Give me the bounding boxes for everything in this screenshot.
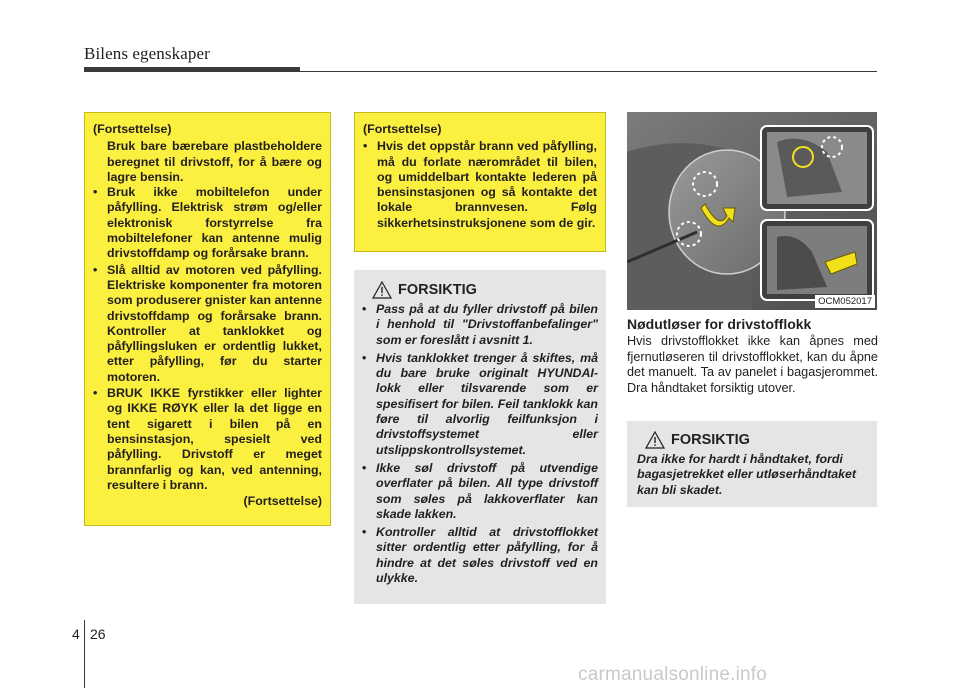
warning-box-heading: (Fortsettelse): [93, 122, 172, 136]
warning-triangle-icon: [645, 431, 665, 449]
warning-box-heading: (Fortsettelse): [363, 122, 442, 136]
caution-text: Dra ikke for hardt i håndtaket, fordi bagasjetrekket eller utløserhåndtaket kan bli skadet.: [637, 452, 856, 497]
warning-intro-text: Bruk bare bærebare plastbeholdere beregnet til drivstoff, for å bære og lagre bensin.: [107, 139, 322, 184]
section-title: Nødutløser for drivstofflokk: [627, 316, 812, 332]
warning-list-item: • Bruk ikke mobiltelefon under påfylling. Elektrisk strøm og/eller elektronisk forstyrrelse fra mobiltelefoner kan antenne mulig drivstoffdamp og forårsake brann.: [93, 185, 322, 261]
footer-divider: [84, 620, 85, 688]
caution-list-item: • Hvis tanklokket trenger å skiftes, må du bare bruke originalt HYUNDAI-lokk eller tilsvarende som er spesifisert for bilen. Feil tanklokk kan føre til alvorlig feilfunksjon i drivstoffsystemet eller utslippskontrollsystemet.: [362, 350, 598, 457]
caution-header: [372, 281, 598, 299]
page-number: 26: [90, 626, 106, 642]
fuel-release-illustration: [627, 112, 877, 310]
caution-box-handle: [627, 421, 877, 507]
fuel-release-photo: [627, 112, 877, 310]
warning-box-fire: [354, 112, 606, 252]
warning-list-item: • BRUK IKKE fyrstikker eller lighter og IKKE RØYK eller la det ligge en tent sigarett i bilen på en bensinstasjon, spesielt ved påfylling. Drivstoff er meget brannfarlig og kan, ved antenning, resultere i brann.: [93, 386, 322, 492]
chapter-number: 4: [72, 626, 80, 642]
header-rule-thin: [84, 71, 877, 72]
caution-title: FORSIKTIG: [398, 282, 477, 298]
caution-box-fuel: [354, 270, 606, 604]
watermark-text: carmanualsonline.info: [578, 664, 768, 685]
warning-list-item: • Hvis det oppstår brann ved påfylling, må du forlate nærområdet til bilen, og umiddelbart kontakte lederen på bensinstasjonen og så kontakte det lokale brannvesen. Følg sikkerhetsinstruksjonene som de gir.: [363, 139, 597, 230]
warning-triangle-icon: [372, 281, 392, 299]
caution-header: [645, 431, 869, 449]
continued-label: (Fortsettelse): [243, 494, 322, 509]
caution-list-item: • Pass på at du fyller drivstoff på bilen i henhold til "Drivstoffanbefalinger" som er foreslått i avsnitt 1.: [362, 302, 598, 347]
caution-list-item: • Ikke søl drivstoff på utvendige overflater på bilen. All type drivstoff som søles på lakkoverflater kan skade lakken.: [362, 460, 598, 521]
page-header-title: Bilens egenskaper: [84, 44, 210, 63]
caution-title: FORSIKTIG: [671, 432, 750, 448]
section-body: Hvis drivstofflokket ikke kan åpnes med fjernutløseren til drivstofflokket, kan du åpne det manuelt. Ta av panelet i bagasjerommet. Dra håndtaket forsiktig utover.: [627, 334, 878, 395]
warning-box-fuel-safety: [84, 112, 331, 526]
caution-list-item: • Kontroller alltid at drivstofflokket sitter ordentlig etter påfylling, for å hindre at det søles drivstoff ved en ulykke.: [362, 525, 598, 586]
warning-list-item: • Slå alltid av motoren ved påfylling. Elektriske komponenter fra motoren som produserer gnister kan antenne drivstoffdamp og forårsake brann. Kontroller at tanklokket og påfyllingsluken er ordentlig lukket, etter påfylling, før du starter motoren.: [93, 262, 322, 384]
figure-code: OCM052017: [815, 295, 875, 308]
